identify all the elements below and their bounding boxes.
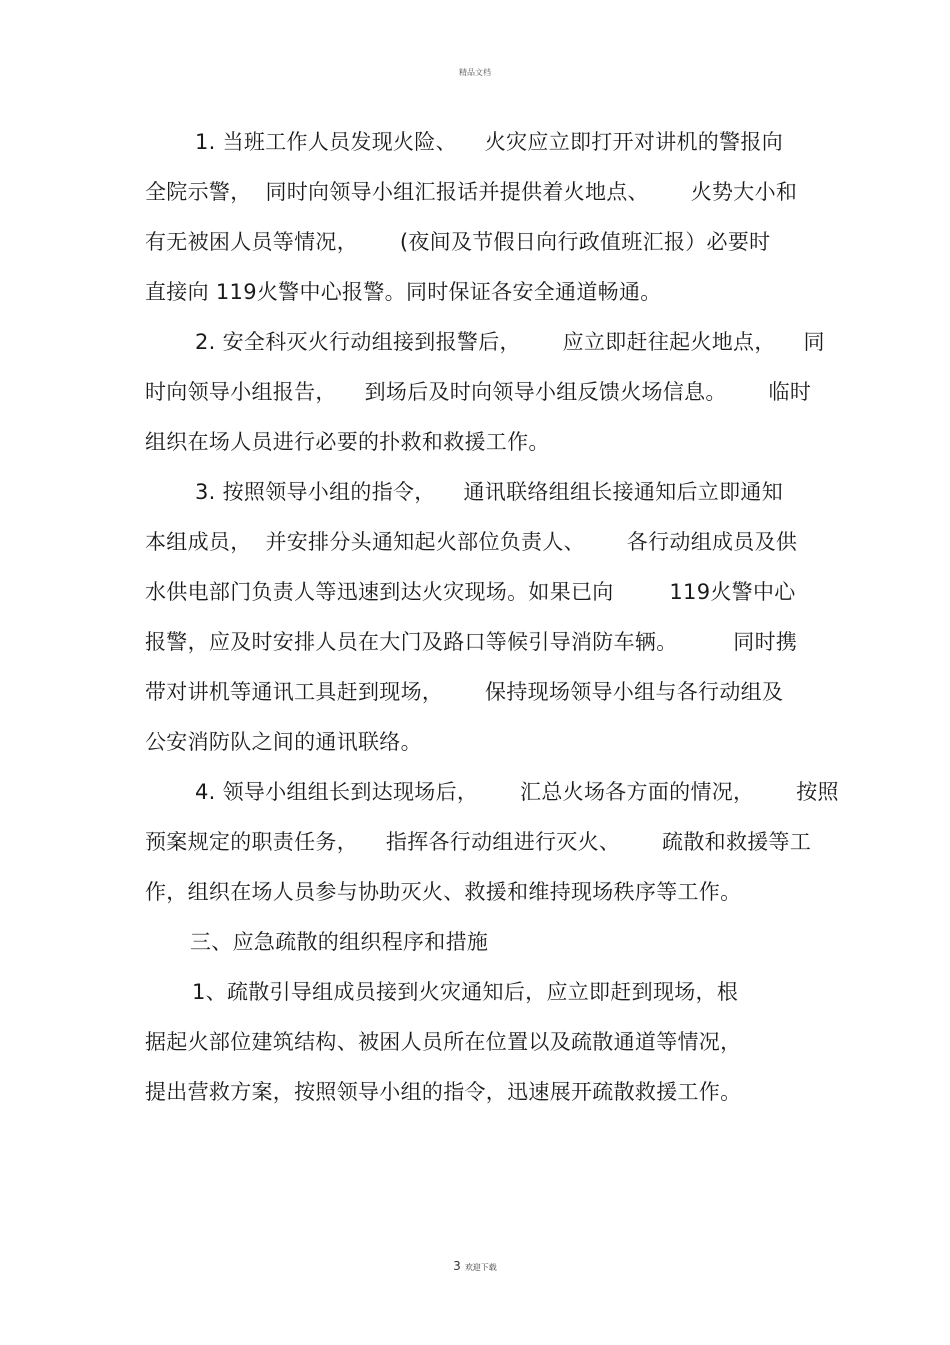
text-line-11: 报警，应及时安排人员在大门及路口等候引导消防车辆。 同时携 <box>145 630 798 654</box>
text-line-20: 提出营救方案，按照领导小组的指令，迅速展开疏散救援工作。 <box>145 1080 742 1104</box>
text-line-5: 2. 安全科灭火行动组接到报警后， 应立即赶往起火地点， 同 <box>195 330 825 354</box>
text-line-19: 据起火部位建筑结构、被困人员所在位置以及疏散通道等情况， <box>145 1030 742 1054</box>
page-footer <box>0 1259 950 1273</box>
text-line-3: 有无被困人员等情况， (夜间及节假日向行政值班汇报）必要时 <box>145 230 771 254</box>
section-heading: 三、应急疏散的组织程序和措施 <box>190 930 489 954</box>
page-header: 精品文档 <box>459 68 491 77</box>
text-line-7: 组织在场人员进行必要的扑救和救援工作。 <box>145 430 550 454</box>
text-line-1: 1. 当班工作人员发现火险、 火灾应立即打开对讲机的警报向 <box>195 130 784 154</box>
text-line-6: 时向领导小组报告， 到场后及时向领导小组反馈火场信息。 临时 <box>145 380 812 404</box>
text-line-9: 本组成员， 并安排分头通知起火部位负责人、 各行动组成员及供 <box>145 530 798 554</box>
footer-text: 欢迎下载 <box>464 1263 497 1272</box>
page-number: 3 <box>453 1259 461 1273</box>
text-line-14: 4. 领导小组组长到达现场后， 汇总火场各方面的情况， 按照 <box>195 780 839 804</box>
text-line-16: 作，组织在场人员参与协助灭火、救援和维持现场秩序等工作。 <box>145 880 742 904</box>
text-line-12: 带对讲机等通讯工具赶到现场， 保持现场领导小组与各行动组及 <box>145 680 784 704</box>
text-line-15: 预案规定的职责任务， 指挥各行动组进行灭火、 疏散和救援等工 <box>145 830 812 854</box>
text-line-13: 公安消防队之间的通讯联络。 <box>145 730 422 754</box>
text-line-2: 全院示警， 同时向领导小组汇报话并提供着火地点、 火势大小和 <box>145 180 798 204</box>
text-line-10: 水供电部门负责人等迅速到达火灾现场。如果已向 119火警中心 <box>145 580 796 604</box>
text-line-18: 1、疏散引导组成员接到火灾通知后，应立即赶到现场，根 <box>192 980 739 1004</box>
text-line-8: 3. 按照领导小组的指令， 通讯联络组组长接通知后立即通知 <box>195 480 784 504</box>
text-line-4: 直接向 119火警中心报警。同时保证各安全通道畅通。 <box>145 280 662 304</box>
